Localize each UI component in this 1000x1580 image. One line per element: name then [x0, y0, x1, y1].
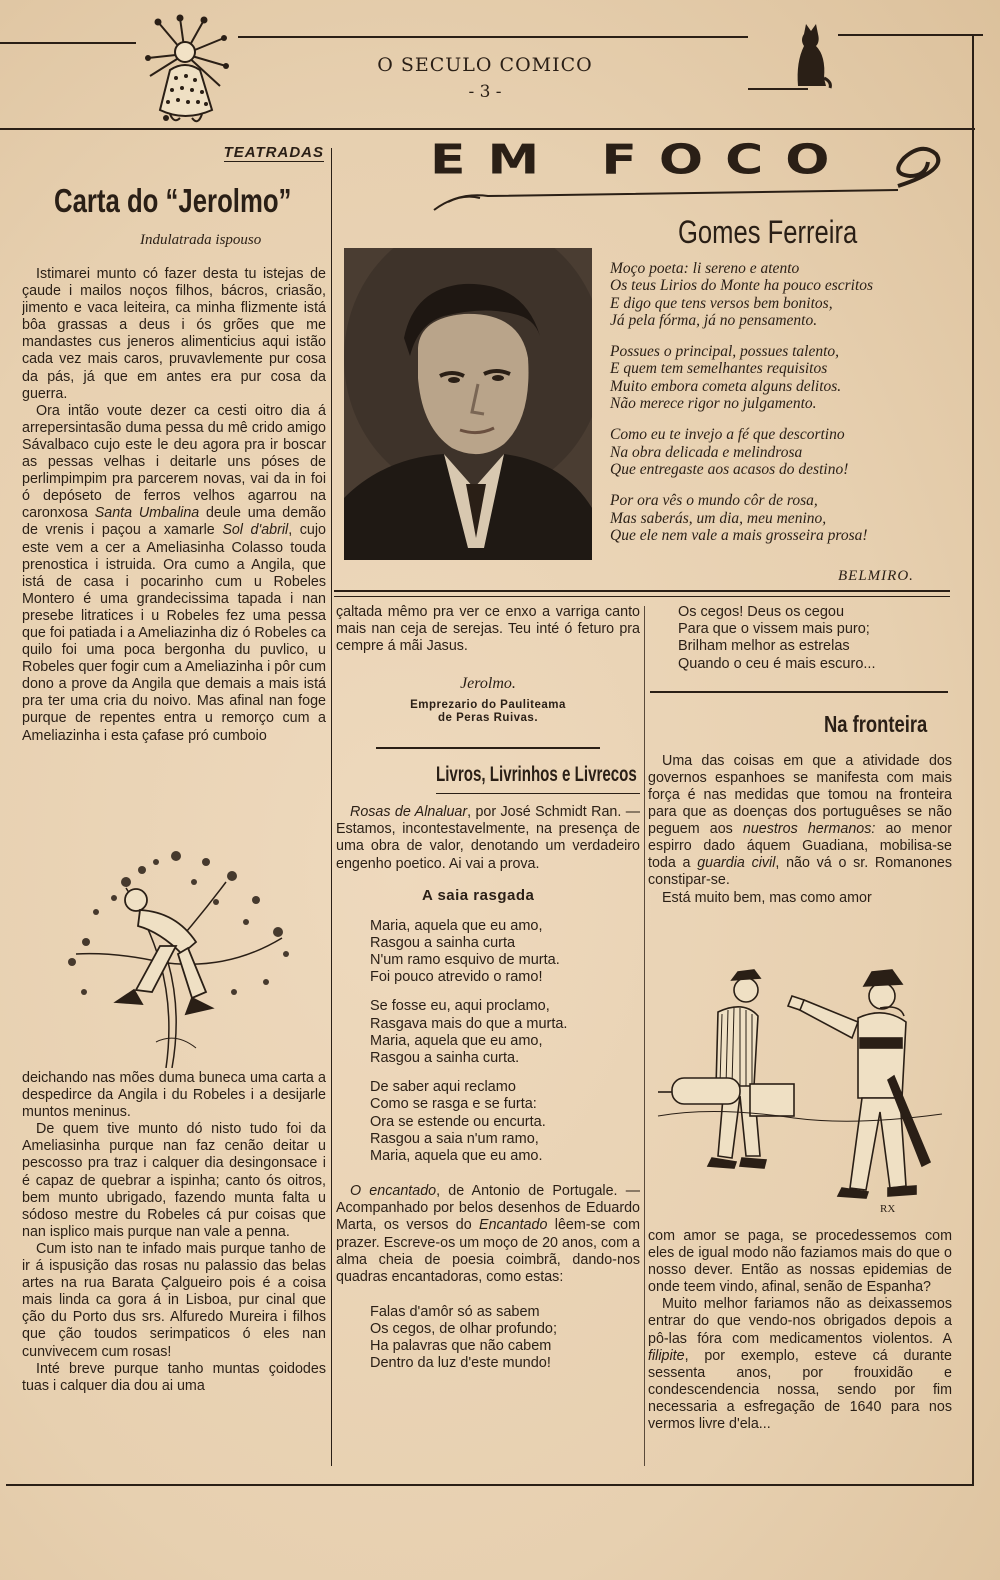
saia-stanza-3 [370, 1079, 640, 1165]
cegos-stanza [678, 604, 952, 673]
carta-para-4: De quem tive munto dó nisto tudo foi da Ameliasinha purque nan faz cenão deitar u pescosso pra traz i calquer dia desingonsace i é capaz de quebrar a ispinha; canto ós oitros, bem munto ubrigado, fazendo munta falta u sódoso mestre du Robeles cá pur coisas que nan isplico mais purque nan vale a penna. [22, 1121, 326, 1240]
book-review-2-text: , de Antonio de Portugale. — Acompanhado por belos desenhos de Eduardo Marta, os versos do [336, 1183, 640, 1234]
column-divider-right [644, 606, 645, 1466]
fronteira-heading [648, 711, 952, 741]
verse-line: Ora se estende ou encurta. [370, 1113, 546, 1130]
carta-body-bottom [22, 1070, 326, 1395]
carta-para-2a: Ora intão voute dezer ca cesti oitro dia á arrepersintasão duma pessa du mê crido amigo Sávalbaco cujo este le deu agora pra ir boscar as pessas velhas i deitarle uns póses de perlimpimpim pra parcerem novas, vai da in foi ó depóseto de ferros velhos agarrou na caronxosa [22, 402, 326, 522]
play-title-sol-abril: Sol d'abril [222, 522, 289, 539]
book-review-1-text: , por José Schmidt Ran. — Estamos, incontestavelmente, na presença de uma obra de valor, denotando um verdadeiro engenho poetico. Ai vai a prova. [336, 804, 640, 872]
fronteira-para-4b: , por exemplo, esteve cá durante sessenta anos, por frouxidão e condescendencia nossa, sendo por fim necessaria a esfregação de 1640 para nos vermos livre d'ela... [648, 1347, 952, 1433]
encantado-stanza [370, 1304, 640, 1373]
verse-line: Como se rasga e se furta: [370, 1096, 537, 1113]
fronteira-para-3: com amor se paga, se procedessemos com eles de igual modo não faziamos mais do que o nosso dever. Então as nossas epidemias de onde teem vindo, afinal, senão de Espanha? [648, 1228, 952, 1296]
header-rule-mid [238, 36, 748, 38]
verse-line: Rasgou a sainha curta [370, 934, 516, 951]
header-bottom-rule [0, 128, 975, 130]
saia-stanza-2 [370, 998, 640, 1067]
sonnet-line: Que ele nem vale a mais grosseira prosa! [610, 526, 868, 544]
jester-doll-icon [140, 14, 230, 126]
verse-line: Ha palavras que não cabem [370, 1338, 552, 1355]
filipite: filipite [648, 1347, 685, 1364]
sonnet-line: Possues o principal, possues talento, [610, 343, 840, 361]
border-guards-illustration [654, 956, 946, 1220]
header-rule-left [0, 42, 136, 44]
fronteira-para-1c: , não vá o sr. Romanones constipar-se. [648, 855, 952, 889]
em-foco-rule-2 [334, 596, 950, 597]
sonnet-line: Os teus Lirios do Monte ha pouco escritos [610, 277, 874, 295]
book-review-1 [336, 804, 640, 872]
right-column [648, 604, 952, 1470]
right-section-divider [650, 691, 948, 693]
livros-heading [336, 763, 640, 793]
sonnet-line: Como eu te invejo a fé que descortino [610, 426, 845, 444]
poem-title-saia: A saia rasgada [422, 886, 535, 904]
sonnet-line: Mas saberás, um dia, meu menino, [610, 509, 827, 527]
verse-line: Dentro da luz d'este mundo! [370, 1355, 551, 1372]
saia-stanza-1 [370, 918, 640, 987]
carta-para-2b: deule uma demão de vrenis i paçou a xamarle [22, 505, 326, 539]
fronteira-body-bottom [648, 1228, 952, 1433]
verse-line: Rasgou a sainha curta. [370, 1050, 520, 1067]
sonnet-author: BELMIRO. [838, 568, 914, 584]
sonnet-stanza-3 [610, 426, 960, 478]
page-bottom-rule [6, 1484, 974, 1486]
header-rule-right [838, 34, 983, 36]
verse-line: Maria, aquela que eu amo, [370, 1032, 543, 1049]
book-title-encantado-2: Encantado [479, 1217, 548, 1234]
poem-saia [336, 918, 640, 1166]
verse-line: Se fosse eu, aqui proclamo, [370, 998, 550, 1015]
em-foco-text: EM FOCO [430, 136, 852, 184]
column-divider-left [331, 148, 332, 1466]
sonnet-line: Na obra delicada e melindrosa [610, 443, 803, 461]
sonnet-line: Muito embora cometa alguns delitos. [610, 377, 842, 395]
gomes-ferreira-text: Gomes Ferreira [678, 214, 858, 250]
em-foco-rule-1 [334, 590, 950, 592]
book-title-encantado: O encantado [350, 1183, 437, 1200]
fronteira-para-2: Está muito bem, mas como amor [662, 889, 872, 906]
fronteira-para-1 [648, 753, 952, 890]
sonnet-line: E quem tem semelhantes requisitos [610, 360, 828, 378]
sonnet-line: Moço poeta: li sereno e atento [610, 260, 800, 277]
verse-line: De saber aqui reclamo [370, 1079, 516, 1096]
verse-line: Os cegos! Deus os cegou [678, 604, 845, 620]
verse-line: Rasgava mais do que a murta. [370, 1015, 568, 1032]
gomes-ferreira-heading [678, 214, 958, 254]
verse-line: Os cegos, de olhar profundo; [370, 1321, 558, 1338]
illustrator-signature: RX [880, 1203, 896, 1215]
verse-line: Maria, aquela que eu amo, [370, 917, 543, 934]
verse-line: Rasgou a saia n'um ramo, [370, 1130, 539, 1147]
carta-para-6: Inté breve purque tanho muntas çoidodes tuas i calquer dia dou ai uma [22, 1360, 326, 1394]
play-title-santa-umbalina: Santa Umbalina [94, 505, 200, 522]
carta-continued: çaltada mêmo pra ver ce enxo a varriga canto mais nan ceja de serejas. Teu inté ó feturo pra cempre á mãi Jasus. [336, 604, 640, 655]
header-title: O SECULO COMICO [377, 54, 593, 76]
livros-heading-text: Livros, Livrinhos e Livrecos [436, 763, 637, 787]
nuestros-hermanos: nuestros hermanos: [742, 821, 876, 838]
middle-column [336, 604, 640, 1470]
em-foco-sonnet [610, 260, 960, 558]
fronteira-para-4 [648, 1296, 952, 1433]
signature-title-2: de Peras Ruivas. [437, 712, 539, 725]
sonnet-stanza-2 [610, 343, 960, 412]
fronteira-heading-text: Na fronteira [824, 710, 928, 737]
book-review-2 [336, 1183, 640, 1286]
left-column [22, 142, 328, 1468]
sonnet-stanza-4 [610, 492, 960, 544]
headline-carta [54, 182, 328, 222]
verse-line: Quando o ceu é mais escuro... [678, 655, 876, 672]
sonnet-line: Por ora vês o mundo côr de rosa, [610, 492, 818, 510]
em-foco-flourish [428, 136, 948, 216]
section-teatradas: TEATRADAS [223, 144, 324, 161]
fronteira-body-top [648, 753, 952, 907]
portrait-man-icon [344, 248, 592, 560]
sonnet-line: E digo que tens versos bem bonitos, [610, 294, 833, 312]
fronteira-para-1a: Uma das coisas em que a atividade dos governos espanhoes se manifesta com mais força é nas medidas que tomou na fronteira para que as doenças dos portuguêses se não peguem aos [648, 752, 952, 838]
carta-para-2 [22, 403, 326, 745]
portrait-photo [344, 248, 592, 560]
verse-line: Maria, aquela que eu amo. [370, 1148, 543, 1165]
carta-body-top [22, 266, 326, 745]
verse-line: Para que o vissem mais puro; [678, 621, 870, 638]
tree-climber-illustration [56, 842, 302, 1068]
sonnet-line: Não merece rigor no julgamento. [610, 395, 817, 413]
carta-para-2c: , cujo este vem a cer a Ameliasinha Colasso touda prenostica i istruida. Ora cumo a Angila, que istá de casa i pocarinho cum u Robeles Montero é uma grandecissima tapada i nan presebe litratices i u Robeles fez uma pessa que foi patiada i a Ameliazinha diz ó Robeles ca quilo foi uma poca bergonha du puvlico, u Robeles quer fogir cum a Ameliazinha i pôr cum dono a prove da Angila que demais a mais istá pra ter uma cria du noivo. Mas afinal nan foge purque de repentes entra u remorço cum a Ameliazinha i esta çafase pró cumboio [22, 522, 326, 744]
fronteira-para-1b: ao menor espirro dado áquem Guadiana, mobilisa-se toda a [648, 821, 952, 872]
carta-para-1: Istimarei munto có fazer desta tu istejas de çaude i mailos noços filhos, bácros, criasão, jimento e vaca leiteira, ca minha flizmente istá bôa grassas a deus i ós grões que me mandastes cus jeneros alimenticius aqui istão cada vez mais caros, pruvavlemente pur cosa da pás, já que em antes era pur cosa da guerra. [22, 266, 326, 402]
carta-para-5: Cum isto nan te infado mais purque tanho de ir á ispusição das rosas nu palassio das belas artes na rua Barata Çalgueiro pois é a coisa mais linda ca gora á in Lisboa, pur cinal que ção du Porto dus srs. Alfuredo Mureira i filhos que ção toudos serimpaticos ó eles nan cunvivecem cum rosas! [22, 1240, 326, 1360]
section-divider [376, 747, 600, 749]
verse-line: Foi pouco atrevido o ramo! [370, 969, 543, 986]
book-title-rosas: Rosas de Alnaluar [350, 804, 468, 821]
verse-line: N'um ramo esquivo de murta. [370, 952, 560, 969]
livros-underline [436, 793, 640, 794]
page-right-border [972, 36, 974, 1484]
page-number: - 3 - [468, 82, 502, 102]
fronteira-para-4a: Muito melhor fariamos não as deixassemos entrar do que vendo-nos obrigados depois a pô-las fóra com medicamentos violentos. A [648, 1296, 952, 1347]
headline-text: Carta do “Jerolmo” [54, 182, 292, 219]
salutation: Indulatrada ispouso [140, 232, 262, 248]
guardia-civil: guardia civil [697, 855, 776, 872]
signature-title-1: Emprezario do Pauliteama [410, 699, 566, 712]
cat-icon [790, 22, 832, 90]
carta-para-3: deichando nas mões duma buneca uma carta a despedirce da Angila i du Robeles i a desijarle muntos meninus. [22, 1070, 326, 1121]
sonnet-stanza-1 [610, 260, 960, 329]
sonnet-line: Que entregaste aos acasos do destino! [610, 460, 849, 478]
sonnet-line: Já pela fórma, já no pensamento. [610, 311, 818, 329]
book-review-2-text-b: lêem-se com prazer. Escreve-os um moço de 20 anos, com a alma cheia de poesia coimbrã, dando-nos quadras encantadoras, como estas: [336, 1217, 640, 1285]
verse-line: Brilham melhor as estrelas [678, 638, 850, 655]
verse-line: Falas d'amôr só as sabem [370, 1303, 540, 1320]
signature-jerolmo: Jerolmo. [460, 675, 516, 693]
